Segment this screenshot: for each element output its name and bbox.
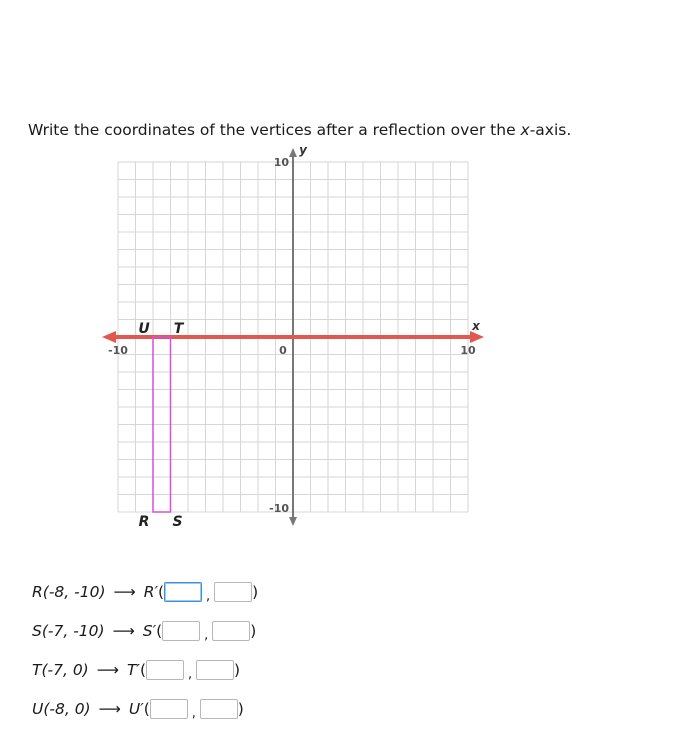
answer-row-t: [32, 658, 240, 682]
r-prime-x-input[interactable]: [164, 582, 202, 602]
comma: ,: [187, 667, 193, 682]
answer-row-s: [32, 619, 256, 643]
t-prime-y-input[interactable]: [196, 660, 234, 680]
open-paren: (: [158, 583, 165, 601]
reflection-line-arrow-left-icon: [102, 331, 116, 343]
answer-row-u: [32, 697, 244, 721]
vertex-label-r: R: [138, 514, 150, 530]
s-prime-y-input[interactable]: [212, 621, 250, 641]
open-paren: (: [143, 700, 150, 718]
coordinate-plane: [100, 145, 490, 530]
tick-label-x-min: -10: [108, 344, 128, 357]
vertex-label-s: S: [172, 514, 183, 530]
prompt-text: Write the coordinates of the vertices after a reflection over the: [28, 121, 521, 139]
comma: ,: [191, 706, 196, 721]
question-prompt: [28, 121, 571, 139]
arrow-icon: ⟶: [98, 700, 121, 718]
tick-label-y-max: 10: [273, 156, 289, 169]
prompt-text-end: -axis.: [529, 121, 572, 139]
image-point-label-u: U′: [128, 700, 144, 718]
comma: ,: [206, 589, 211, 604]
y-axis-arrow-up-icon: [289, 148, 297, 157]
y-axis-arrow-down-icon: [289, 517, 297, 526]
arrow-icon: ⟶: [112, 622, 135, 640]
t-prime-x-input[interactable]: [146, 660, 184, 680]
s-prime-x-input[interactable]: [162, 621, 200, 641]
open-paren: (: [156, 622, 163, 640]
y-axis-label: y: [299, 145, 307, 157]
close-paren: ): [237, 700, 244, 718]
answer-row-r: [32, 580, 258, 604]
prompt-axis-variable: x: [520, 121, 530, 139]
original-point-s: S(-7, -10): [32, 622, 105, 640]
comma: ,: [204, 628, 209, 643]
open-paren: (: [139, 661, 147, 679]
image-point-label-s: S′: [142, 622, 157, 640]
close-paren: ): [250, 622, 257, 640]
original-point-r: R(-8, -10): [32, 583, 106, 601]
arrow-icon: ⟶: [113, 583, 136, 601]
u-prime-y-input[interactable]: [200, 699, 238, 719]
vertex-label-t: T: [173, 321, 184, 337]
tick-label-origin: 0: [279, 344, 287, 357]
original-point-u: U(-8, 0): [32, 700, 91, 718]
tick-label-y-min: -10: [269, 502, 289, 515]
image-point-label-t: T′: [126, 661, 140, 679]
close-paren: ): [252, 583, 259, 601]
tick-label-x-max: 10: [460, 344, 476, 357]
original-point-t: T(-7, 0): [32, 661, 89, 679]
u-prime-x-input[interactable]: [150, 699, 188, 719]
arrow-icon: ⟶: [96, 661, 119, 679]
image-point-label-r: R′: [143, 583, 159, 601]
close-paren: ): [234, 661, 241, 679]
r-prime-y-input[interactable]: [214, 582, 252, 602]
vertex-label-u: U: [138, 321, 150, 337]
x-axis-label: x: [472, 319, 480, 333]
